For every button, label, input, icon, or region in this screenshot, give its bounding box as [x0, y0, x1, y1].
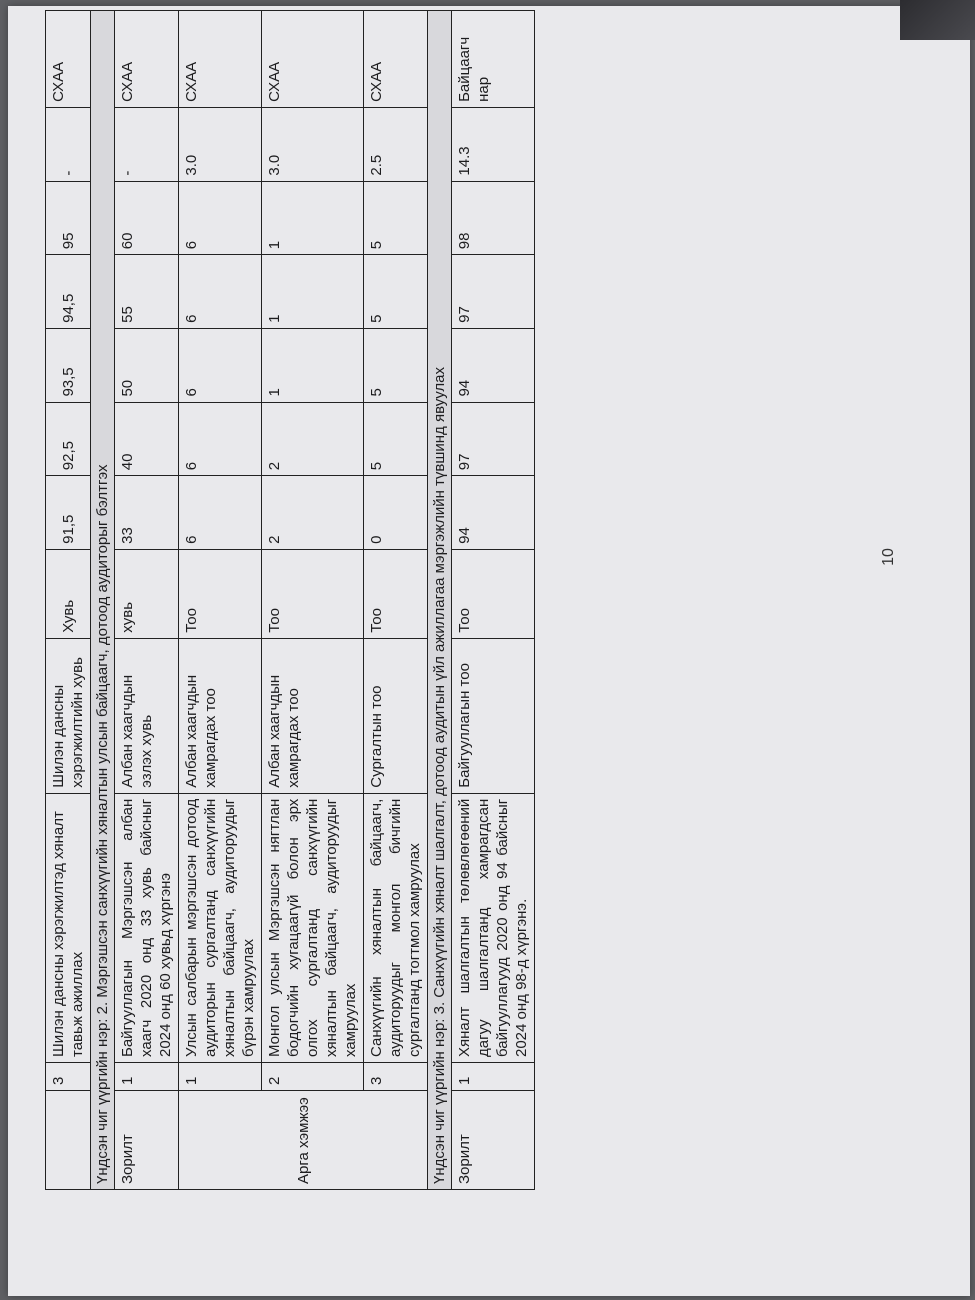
row-unit: Тоо	[452, 549, 535, 638]
plan-table	[45, 10, 535, 1190]
section-header	[428, 11, 452, 1190]
row-value: 0	[364, 476, 428, 550]
row-value: 2	[262, 402, 364, 476]
row-source: СХАА	[115, 11, 179, 108]
row-desc: Монгол улсын Мэргэшсэн нягтлан бодогчийн хугацаагүй болон эрх олгох сургалтанд санхүүгийн хяналтын байцаагч, аудиторуудыг хамруулах	[262, 793, 364, 1062]
row-value: 92,5	[46, 402, 91, 476]
table-row	[452, 11, 535, 1190]
row-unit: хувь	[115, 549, 179, 638]
row-unit: Хувь	[46, 549, 91, 638]
row-value: 5	[364, 328, 428, 402]
row-indicator: Албан хаагчдын хамрагдах тоо	[179, 638, 262, 793]
row-source: СХАА	[364, 11, 428, 108]
row-unit: Тоо	[262, 549, 364, 638]
row-value: 3.0	[262, 107, 364, 181]
table-row	[115, 11, 179, 1190]
row-value: -	[115, 107, 179, 181]
table-row	[364, 11, 428, 1190]
row-value: 98	[452, 181, 535, 255]
row-value: 94	[452, 476, 535, 550]
table-row	[262, 11, 364, 1190]
goal-label: Зорилт	[115, 1090, 179, 1189]
row-value: 1	[262, 328, 364, 402]
row-value: 60	[115, 181, 179, 255]
section-header	[91, 11, 115, 1190]
row-source: СХАА	[179, 11, 262, 108]
row-value: 50	[115, 328, 179, 402]
row-indicator: Сургалтын тоо	[364, 638, 428, 793]
row-value: 6	[179, 181, 262, 255]
row-unit: Тоо	[179, 549, 262, 638]
row-value: 6	[179, 476, 262, 550]
section-title: Үндсэн чиг үүргийн нэр: 3. Санхүүгийн хяналт шалгалт, дотоод аудитын үйл ажиллагаа мэргэжлийн түвшинд явуулах	[428, 11, 452, 1190]
row-num: 2	[262, 1063, 364, 1091]
row-value: 5	[364, 181, 428, 255]
row-value: 5	[364, 402, 428, 476]
row-value: 14.3	[452, 107, 535, 181]
row-value: 94	[452, 328, 535, 402]
row-value: 40	[115, 402, 179, 476]
row-source: Байцаагч нар	[452, 11, 535, 108]
row-desc: Хяналт шалгалтын төлөвлөгөөний дагуу шалгалтанд хамрагдсан байгууллагууд 2020 онд 94 байсныг 2024 онд 98-д хүргэнэ.	[452, 793, 535, 1062]
row-desc: Улсын салбарын мэргэшсэн дотоод аудиторын сургалтанд санхүүгийн хяналтын байцаагч, аудиторуудыг бүрэн хамруулах	[179, 793, 262, 1062]
row-num: 3	[46, 1063, 91, 1091]
rotated-page	[30, 0, 930, 1230]
row-source: СХАА	[262, 11, 364, 108]
action-label: Арга хэмжээ	[179, 1090, 428, 1189]
row-value: 6	[179, 255, 262, 329]
section-title: Үндсэн чиг үүргийн нэр: 2. Мэргэшсэн санхүүгийн хяналтын улсын байцаагч, дотоод аудиторыг бэлтгэх	[91, 11, 115, 1190]
row-num: 1	[115, 1063, 179, 1091]
row-indicator: Байгууллагын тоо	[452, 638, 535, 793]
row-value: 93,5	[46, 328, 91, 402]
row-value: 33	[115, 476, 179, 550]
row-unit: Тоо	[364, 549, 428, 638]
table-row	[179, 11, 262, 1190]
page-number: 10	[879, 548, 897, 566]
row-value: 6	[179, 402, 262, 476]
row-value: 97	[452, 255, 535, 329]
row-value: 1	[262, 181, 364, 255]
row-indicator: Албан хаагчдын хамрагдах тоо	[262, 638, 364, 793]
row-value: 1	[262, 255, 364, 329]
row-desc: Байгууллагын Мэргэшсэн албан хаагч 2020 онд 33 хувь байсныг 2024 онд 60 хувьд хүргэнэ	[115, 793, 179, 1062]
row-value: 2	[262, 476, 364, 550]
row-num: 1	[452, 1063, 535, 1091]
row-value: -	[46, 107, 91, 181]
row-value: 55	[115, 255, 179, 329]
row-source: СХАА	[46, 11, 91, 108]
row-num: 1	[179, 1063, 262, 1091]
row-value: 2.5	[364, 107, 428, 181]
row-value: 3.0	[179, 107, 262, 181]
table-row	[46, 11, 91, 1190]
row-value: 91,5	[46, 476, 91, 550]
row-indicator: Албан хаагчдын эзлэх хувь	[115, 638, 179, 793]
row-desc: Шилэн дансны хэрэгжилтэд хяналт тавьж ажиллах	[46, 793, 91, 1062]
row-value: 95	[46, 181, 91, 255]
row-value: 97	[452, 402, 535, 476]
row-desc: Санхүүгийн хяналтын байцаагч, аудиторуудыг монгол бичгийн сургалтанд тогтмол хамруулах	[364, 793, 428, 1062]
row-indicator: Шилэн дансны хэрэгжилтийн хувь	[46, 638, 91, 793]
goal-label: Зорилт	[452, 1090, 535, 1189]
row-value: 94,5	[46, 255, 91, 329]
label-cell	[46, 1090, 91, 1189]
row-value: 5	[364, 255, 428, 329]
row-value: 6	[179, 328, 262, 402]
row-num: 3	[364, 1063, 428, 1091]
